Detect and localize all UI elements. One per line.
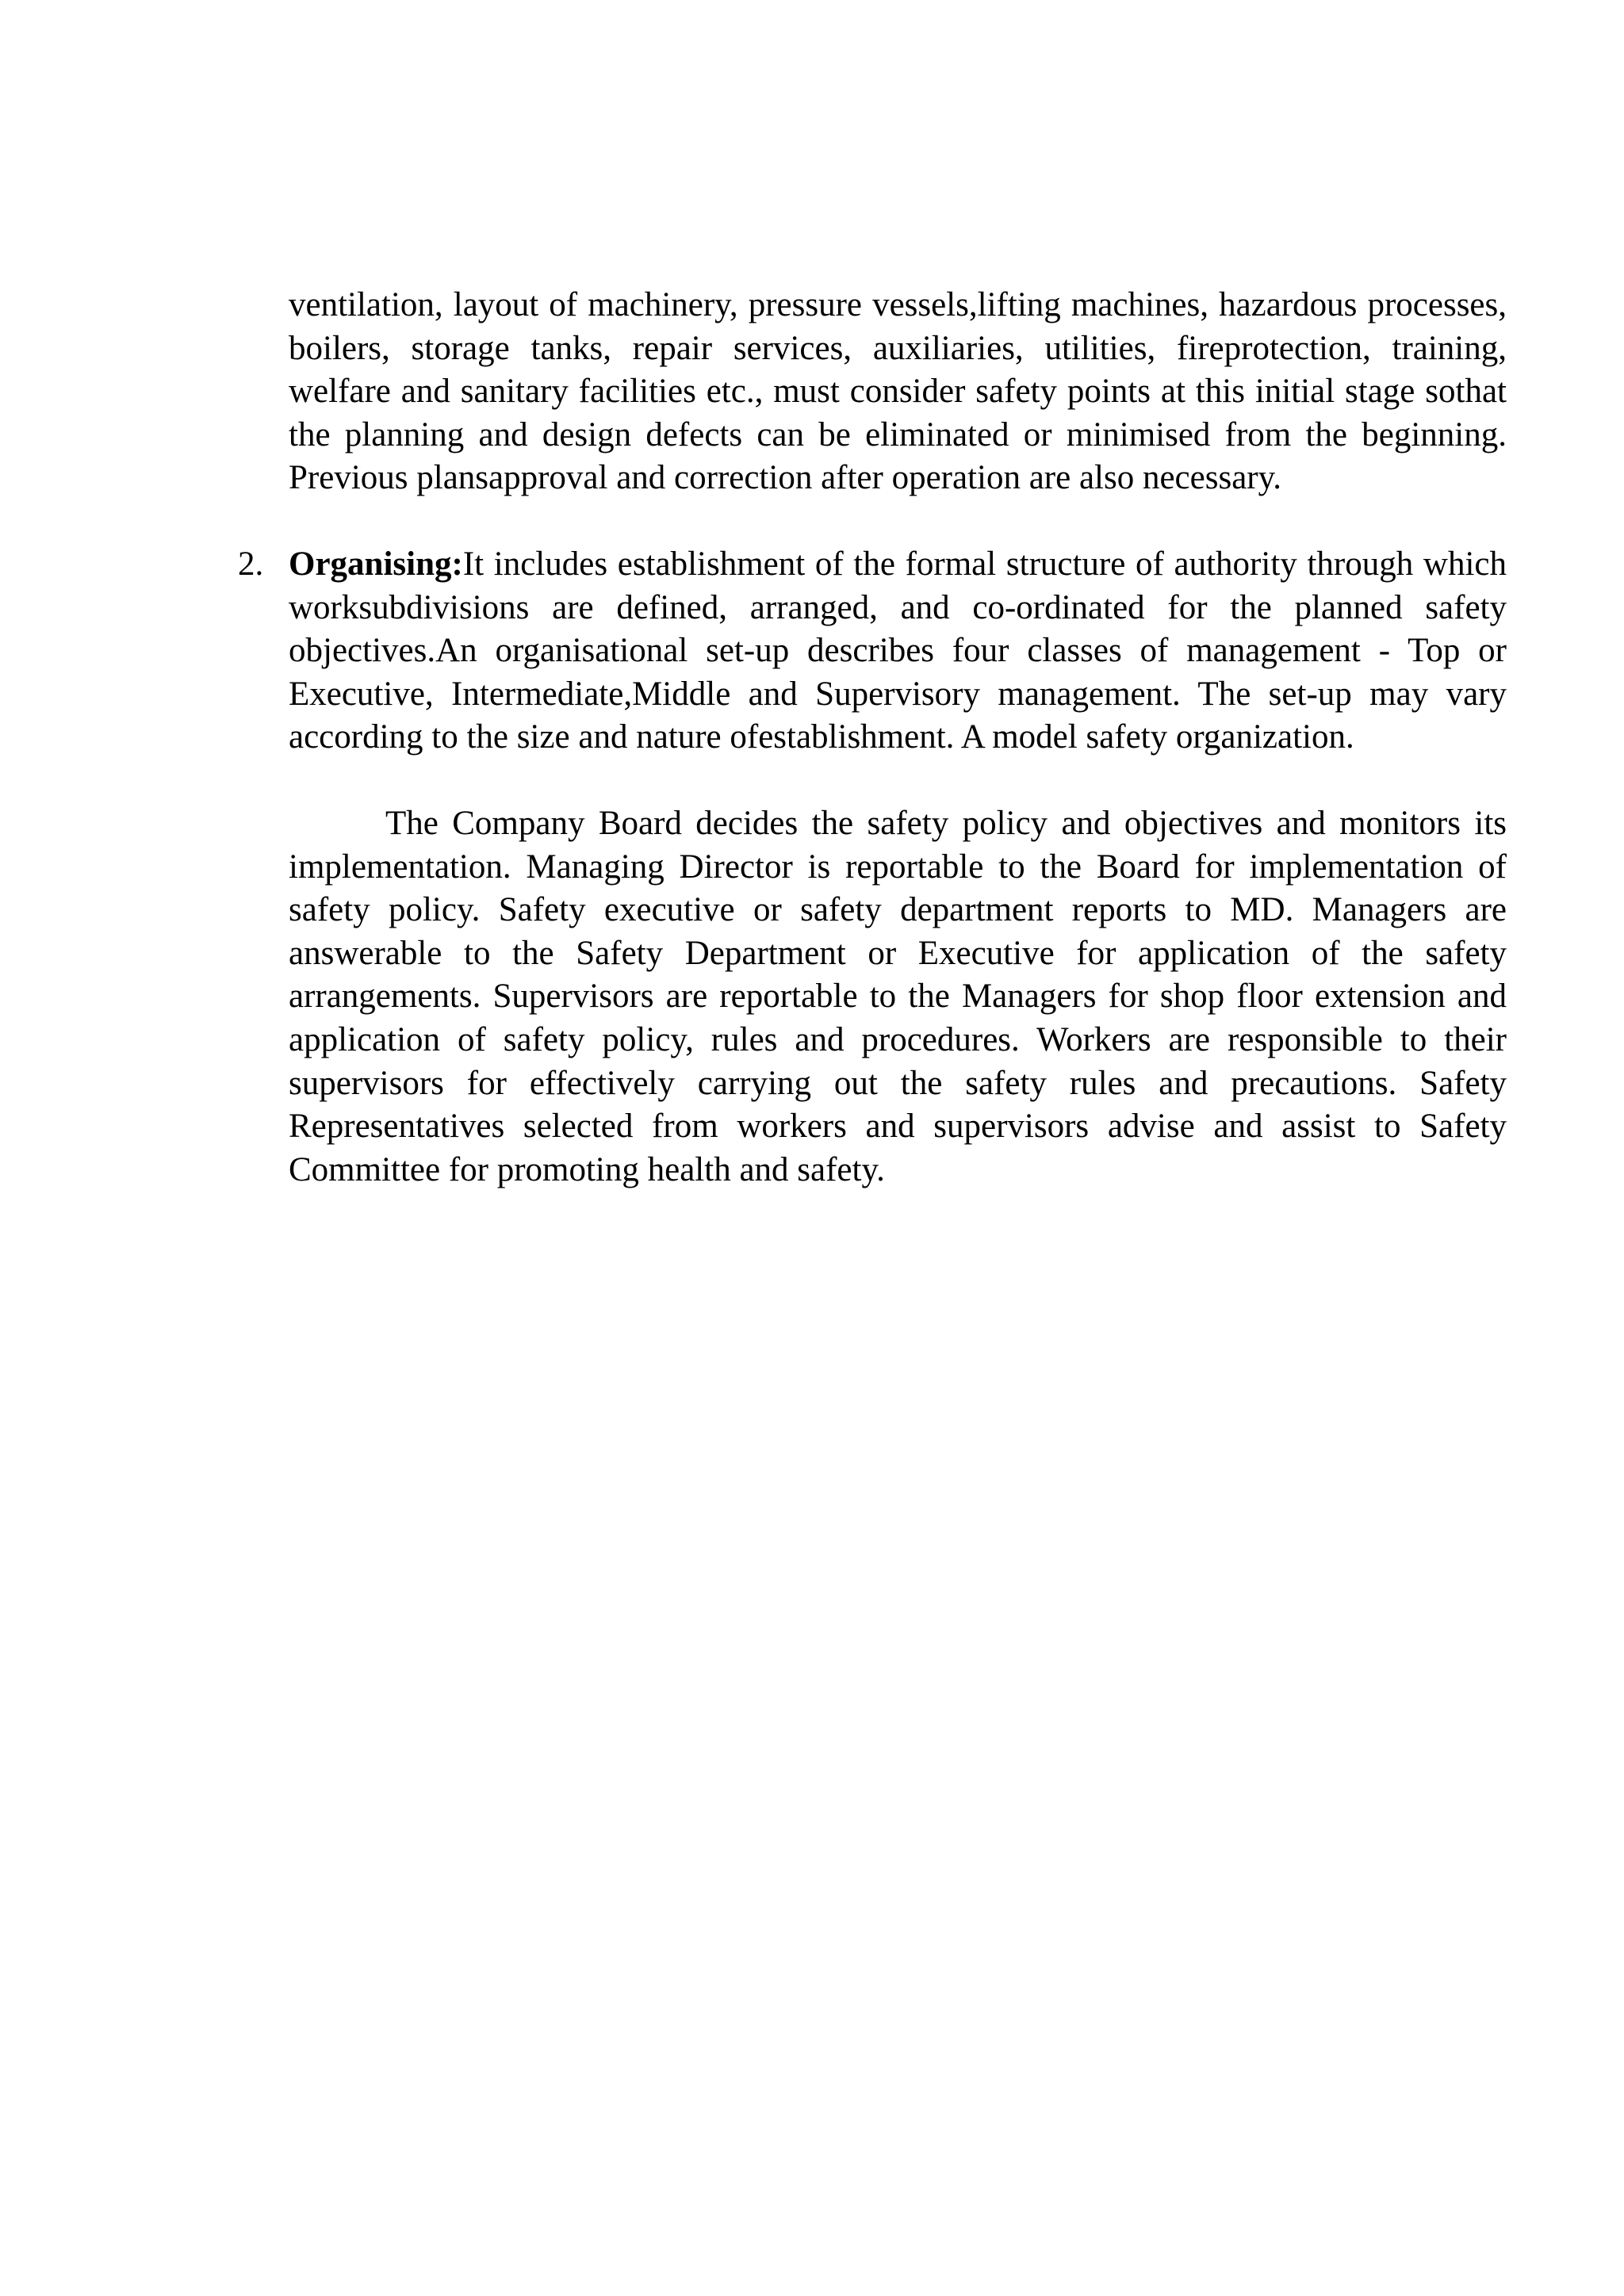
page-body	[238, 284, 1507, 1192]
organising-paragraph	[289, 543, 1507, 760]
company-board-paragraph: The Company Board decides the safety policy and objectives and monitors its implementation. Managing Director is reportable to the Board for implementation of safety policy. Safety executive or safety department reports to MD. Managers are answerable to the Safety Department or Executive for application of the safety arrangements. Supervisors are reportable to the Managers for shop floor extension and application of safety policy, rules and procedures. Workers are responsible to their supervisors for effectively carrying out the safety rules and precautions. Safety Representatives selected from workers and supervisors advise and assist to Safety Committee for promoting health and safety.	[289, 804, 1507, 1188]
list-item-organising	[238, 543, 1507, 760]
paragraph-gap	[289, 760, 1507, 802]
list-item-number: 2.	[238, 545, 264, 583]
continuation-paragraph: ventilation, layout of machinery, pressure vessels,lifting machines, hazardous processes, boilers, storage tanks, repair services, auxiliaries, utilities, fireprotection, training, welfare and sanitary facilities etc., must consider safety points at this initial stage sothat the planning and design defects can be eliminated or minimised from the beginning. Previous plansapproval and correction after operation are also necessary.	[289, 286, 1507, 497]
paragraph-gap	[289, 500, 1507, 543]
organising-text: It includes establishment of the formal structure of authority through which worksubdivisions are defined, arranged, and co-ordinated for the planned safety objectives.An organisational set-up describes four classes of management - Top or Executive, Intermediate,Middle and Supervisory management. The set-up may vary according to the size and nature ofestablishment. A model safety organization.	[289, 545, 1507, 756]
organising-term: Organising:	[289, 545, 463, 583]
